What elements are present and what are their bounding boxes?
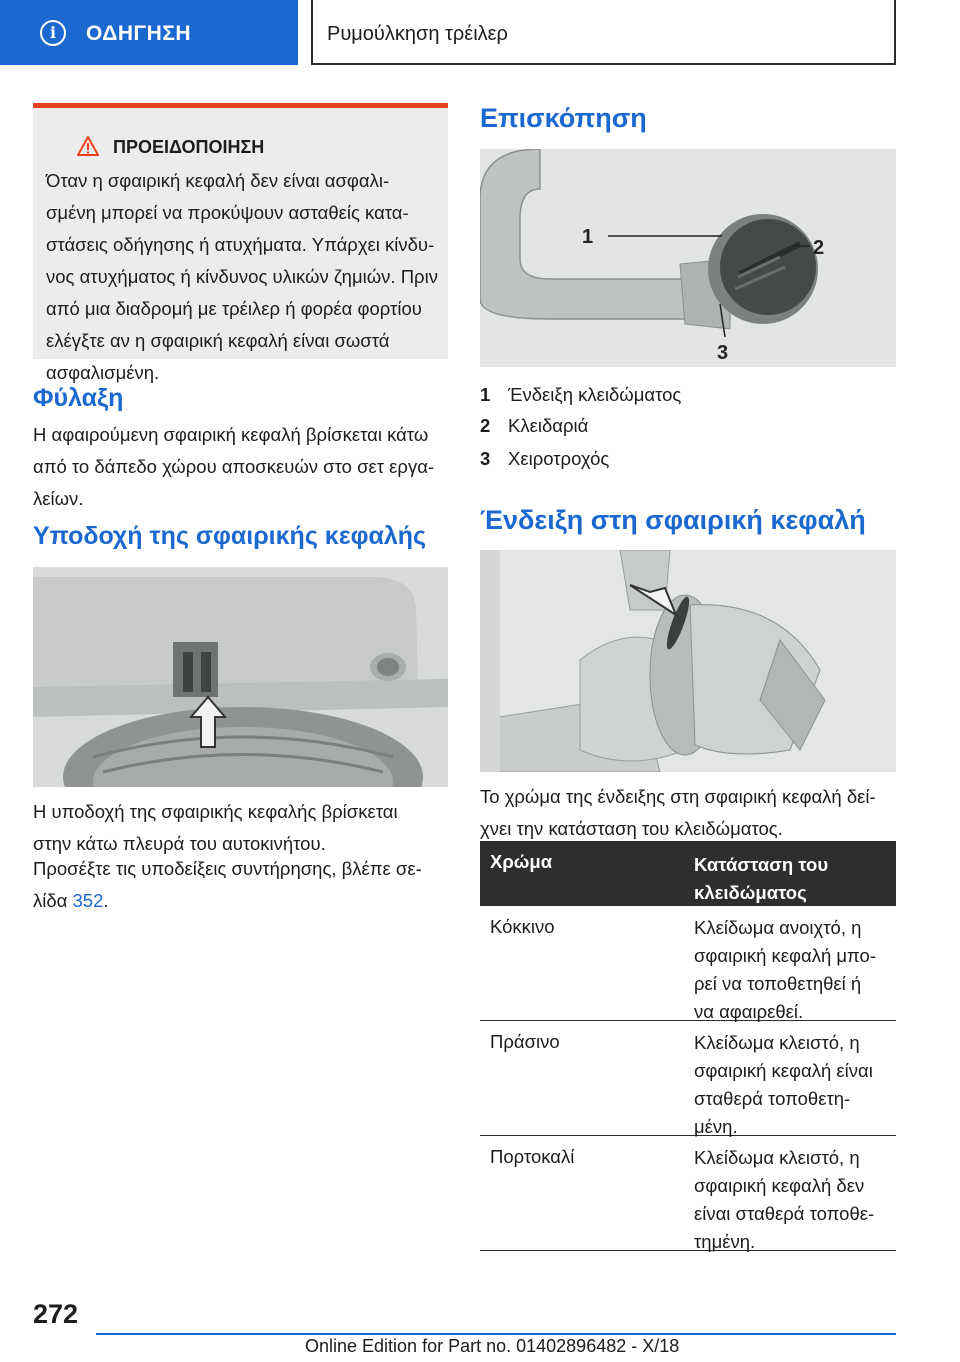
row-color: Πορτοκαλί	[490, 1146, 575, 1167]
legend-number: 1	[480, 384, 491, 405]
warning-text	[46, 165, 446, 389]
storage-text	[33, 419, 434, 515]
status-line: είναι σταθερά τοποθε-	[694, 1203, 875, 1224]
indicator-drawing	[480, 550, 896, 772]
warning-box	[33, 103, 448, 383]
edition-text: Online Edition for Part no. 01402896482 - X/18	[305, 1336, 680, 1356]
row-status	[694, 914, 876, 1026]
warning-line: σμένη μπορεί να προκύψουν ασταθείς κατα-	[46, 202, 409, 223]
status-line: σταθερά τοποθετη-	[694, 1088, 851, 1109]
info-icon: i	[40, 20, 66, 46]
warning-title: ΠΡΟΕΙΔΟΠΟΙΗΣΗ	[113, 137, 265, 157]
legend-item	[480, 443, 609, 475]
page-number: 272	[33, 1299, 79, 1329]
warning-line: στάσεις οδήγησης ή ατυχήματα. Υπάρχει κίνδυ-	[46, 234, 435, 255]
warning-line: νος ατυχήματος ή κίνδυνος υλικών ζημιών. Πριν	[46, 266, 438, 287]
maintenance-suffix: .	[103, 890, 109, 911]
maintenance-note	[33, 853, 422, 917]
legend-text: Χειροτροχός	[508, 448, 610, 469]
row-status	[694, 1029, 873, 1141]
status-line: σφαιρική κεφαλή μπο-	[694, 945, 877, 966]
receptacle-line: Η υποδοχή της σφαιρικής κεφαλής βρίσκεται	[33, 801, 398, 822]
legend-text: Κλειδαριά	[508, 415, 589, 436]
header-color: Χρώμα	[490, 851, 553, 872]
legend-item	[480, 379, 681, 411]
warning-line: ασφαλισμένη.	[46, 362, 160, 383]
page-reference-link[interactable]: 352	[72, 890, 104, 911]
storage-line: λείων.	[33, 488, 84, 509]
warning-line: Όταν η σφαιρική κεφαλή δεν είναι ασφαλι-	[46, 170, 390, 191]
status-line: Κλείδωμα κλειστό, η	[694, 1147, 860, 1168]
header-status-line: κλειδώματος	[694, 882, 807, 903]
indicator-heading: Ένδειξη στη σφαιρική κεφαλή	[480, 505, 866, 535]
indicator-line: χνει την κατάσταση του κλειδώματος.	[480, 818, 783, 839]
storage-line: από το δάπεδο χώρου αποσκευών στο σετ εργα-	[33, 456, 435, 477]
status-line: ρεί να τοποθετηθεί ή	[694, 973, 862, 994]
status-line: σφαιρική κεφαλή δεν	[694, 1175, 865, 1196]
row-color: Κόκκινο	[490, 916, 555, 937]
storage-heading: Φύλαξη	[33, 384, 124, 412]
table-row	[480, 1136, 896, 1251]
indicator-text	[480, 781, 876, 845]
indicator-illustration	[480, 550, 896, 772]
section-tab[interactable]	[0, 0, 298, 65]
callout-3: 3	[717, 342, 729, 364]
chapter-title-box	[311, 0, 896, 65]
footer-divider	[96, 1333, 896, 1335]
legend-number: 3	[480, 448, 491, 469]
receptacle-text	[33, 796, 398, 860]
maintenance-line: Προσέξτε τις υποδείξεις συντήρησης, βλέπε σε-	[33, 858, 422, 879]
receptacle-illustration	[33, 567, 448, 787]
status-line: τημένη.	[694, 1231, 756, 1252]
receptacle-drawing	[33, 567, 448, 787]
table-row	[480, 906, 896, 1021]
ball-head-illustration	[480, 149, 896, 367]
row-color: Πράσινο	[490, 1031, 560, 1052]
legend-item	[480, 410, 588, 442]
header-status-line: Κατάσταση του	[694, 854, 829, 875]
chapter-title: Ρυμούλκηση τρέιλερ	[327, 23, 508, 45]
table-row	[480, 1021, 896, 1136]
lock-status-table	[480, 841, 896, 1251]
callout-2: 2	[813, 237, 825, 259]
table-header	[480, 841, 896, 906]
maintenance-prefix: λίδα	[33, 890, 73, 911]
storage-line: Η αφαιρούμενη σφαιρική κεφαλή βρίσκεται κάτω	[33, 424, 429, 445]
row-status	[694, 1144, 874, 1256]
callout-1: 1	[582, 226, 594, 248]
status-line: Κλείδωμα κλειστό, η	[694, 1032, 860, 1053]
maintenance-line	[33, 885, 422, 917]
ball-head-drawing	[480, 149, 896, 367]
indicator-line: Το χρώμα της ένδειξης στη σφαιρική κεφαλή δεί-	[480, 786, 876, 807]
legend-text: Ένδειξη κλειδώματος	[508, 384, 682, 405]
status-line: μένη.	[694, 1116, 738, 1137]
receptacle-line: στην κάτω πλευρά του αυτοκινήτου.	[33, 833, 326, 854]
warning-line: από μια διαδρομή με τρέιλερ ή φορέα φορτίου	[46, 298, 422, 319]
warning-triangle-icon	[77, 136, 99, 156]
section-tab-label: ΟΔΗΓΗΣΗ	[86, 22, 192, 45]
overview-heading: Επισκόπηση	[480, 103, 647, 133]
status-line: σφαιρική κεφαλή είναι	[694, 1060, 873, 1081]
header-status	[694, 851, 828, 907]
status-line: να αφαιρεθεί.	[694, 1001, 804, 1022]
status-line: Κλείδωμα ανοιχτό, η	[694, 917, 862, 938]
legend-number: 2	[480, 415, 491, 436]
warning-line: ελέγξτε αν η σφαιρική κεφαλή είναι σωστά	[46, 330, 390, 351]
receptacle-heading: Υποδοχή της σφαιρικής κεφαλής	[33, 522, 427, 550]
